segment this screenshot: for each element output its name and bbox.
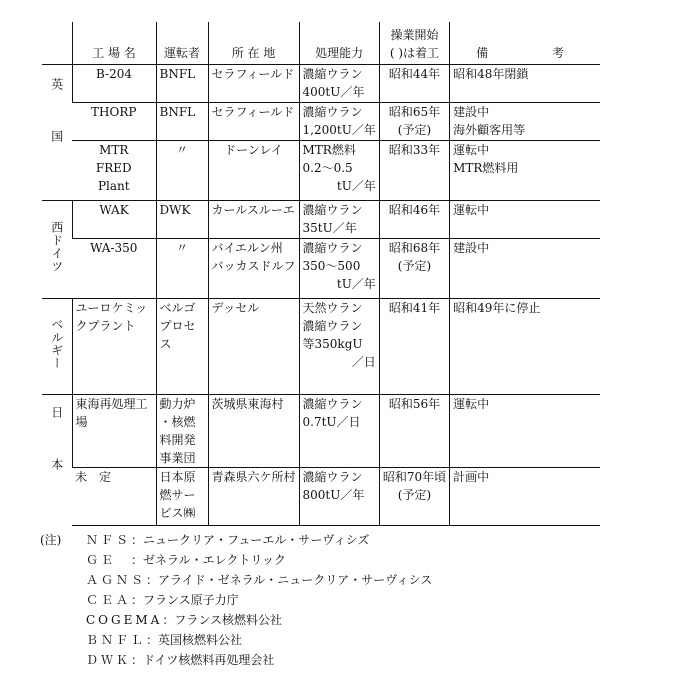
start-line: 昭和44年 xyxy=(388,67,441,81)
plant-cell xyxy=(72,141,156,201)
operator-line: ス xyxy=(159,337,172,351)
capacity-cell xyxy=(299,395,379,468)
capacity-line: MTR燃料 xyxy=(302,143,356,157)
location-line: バッカスドルフ xyxy=(211,259,296,273)
operator-line: BNFL xyxy=(159,67,196,81)
remarks-line: 昭和49年に停止 xyxy=(453,301,541,315)
capacity-line: ／日 xyxy=(351,355,376,369)
plant-cell xyxy=(72,65,156,103)
capacity-cell xyxy=(299,103,379,141)
remarks-cell xyxy=(450,201,600,239)
operator-cell xyxy=(156,103,208,141)
header-remarks-b: 考 xyxy=(551,46,564,60)
location-line: 茨城県東海村 xyxy=(211,397,284,411)
header-capacity: 処理能力 xyxy=(299,22,379,65)
table-row xyxy=(42,103,600,141)
plant-line: B-204 xyxy=(96,67,132,81)
start-line: 昭和46年 xyxy=(388,203,441,217)
plant-line: FRED xyxy=(95,161,132,175)
capacity-cell xyxy=(299,239,379,299)
note-abbr: ＤＷＫ xyxy=(86,653,132,667)
plant-line: クプラント xyxy=(75,319,136,333)
header-country xyxy=(42,22,72,65)
capacity-line: 0.7tU／日 xyxy=(302,415,361,429)
capacity-line: 等350kgU xyxy=(302,337,363,351)
capacity-line: 濃縮ウラン xyxy=(302,203,363,217)
start-line: 昭和65年 xyxy=(388,105,441,119)
header-location: 所 在 地 xyxy=(208,22,299,65)
location-cell xyxy=(208,395,299,468)
note-text: ：ドイツ核燃料再処理会社 xyxy=(131,653,275,667)
remarks-line: 建設中 xyxy=(453,105,490,119)
operator-line: 料開発 xyxy=(159,433,196,447)
capacity-line: 濃縮ウラン xyxy=(302,241,363,255)
remarks-line: 建設中 xyxy=(453,241,490,255)
header-start-line1: 操業開始 xyxy=(390,28,439,42)
location-line: 青森県六ケ所村 xyxy=(211,470,296,484)
remarks-line: 運転中 xyxy=(453,397,490,411)
header-plant: 工 場 名 xyxy=(72,22,156,65)
note-text: ：ニュークリア・フューエル・サーヴィシズ xyxy=(131,533,370,547)
capacity-line: 濃縮ウラン xyxy=(302,397,363,411)
capacity-line: 800tU／年 xyxy=(302,488,365,502)
start-line: 昭和41年 xyxy=(388,301,441,315)
location-cell xyxy=(208,141,299,201)
note-text: ：アライド・ゼネラル・ニュークリア・サーヴィシス xyxy=(146,573,433,587)
start-cell xyxy=(379,395,449,468)
table-row xyxy=(42,239,600,299)
capacity-line: 1,200tU／年 xyxy=(302,123,376,137)
note-row xyxy=(40,630,432,650)
operator-cell xyxy=(156,468,208,526)
capacity-cell xyxy=(299,65,379,103)
operator-line: ベルゴ xyxy=(159,301,196,315)
remarks-cell xyxy=(450,65,600,103)
header-start xyxy=(379,22,449,65)
notes-section xyxy=(40,530,432,670)
country-label: 日本 xyxy=(49,405,64,510)
remarks-cell xyxy=(450,395,600,468)
header-start-line2: ( )は着工 xyxy=(389,46,440,60)
capacity-line: 濃縮ウラン xyxy=(302,319,363,333)
remarks-cell xyxy=(450,239,600,299)
capacity-line: 35tU／年 xyxy=(302,221,357,235)
operator-line: 〃 xyxy=(175,241,188,255)
note-text: ：英国核燃料公社 xyxy=(146,633,243,647)
location-cell xyxy=(208,65,299,103)
capacity-line: 濃縮ウラン xyxy=(302,67,363,81)
location-cell xyxy=(208,468,299,526)
operator-line: 日本原 xyxy=(159,470,196,484)
plant-cell xyxy=(72,201,156,239)
country-cell xyxy=(42,395,72,526)
plant-line: 場 xyxy=(75,415,88,429)
header-row xyxy=(42,22,600,65)
capacity-line: 濃縮ウラン xyxy=(302,470,363,484)
location-cell xyxy=(208,299,299,395)
operator-line: DWK xyxy=(159,203,191,217)
plant-line: ユーロケミッ xyxy=(75,301,148,315)
start-line: (予定) xyxy=(397,488,432,502)
operator-line: 動力炉 xyxy=(159,397,196,411)
start-line: 昭和70年頃 xyxy=(382,470,447,484)
note-row xyxy=(40,550,432,570)
plant-cell xyxy=(72,395,156,468)
start-line: (予定) xyxy=(397,259,432,273)
location-line: デッセル xyxy=(211,301,260,315)
capacity-line: 濃縮ウラン xyxy=(302,105,363,119)
note-row xyxy=(40,570,432,590)
operator-line: BNFL xyxy=(159,105,196,119)
operator-line: ・核燃 xyxy=(159,415,196,429)
location-cell xyxy=(208,239,299,299)
header-remarks-a: 備 xyxy=(476,46,489,60)
capacity-line: tU／年 xyxy=(336,277,376,291)
start-line: 昭和68年 xyxy=(388,241,441,255)
remarks-cell xyxy=(450,468,600,526)
table-row xyxy=(42,65,600,103)
operator-cell xyxy=(156,299,208,395)
note-text: ：ゼネラル・エレクトリック xyxy=(131,553,286,567)
location-line: セラフィールド xyxy=(211,105,295,119)
capacity-line: 350～500 xyxy=(302,259,361,273)
plant-cell xyxy=(72,468,156,526)
capacity-line: 400tU／年 xyxy=(302,85,365,99)
country-label: 西ドイツ xyxy=(49,221,64,273)
operator-line: 〃 xyxy=(175,143,188,157)
capacity-line: 天然ウラン xyxy=(302,301,363,315)
note-abbr: ＮＦＳ xyxy=(86,533,132,547)
remarks-cell xyxy=(450,141,600,201)
remarks-line: 昭和48年閉鎖 xyxy=(453,67,529,81)
country-cell xyxy=(42,201,72,299)
table-row xyxy=(42,468,600,526)
table-row xyxy=(42,395,600,468)
operator-cell xyxy=(156,141,208,201)
note-row xyxy=(40,530,432,550)
table-row xyxy=(42,299,600,395)
capacity-cell xyxy=(299,141,379,201)
plant-line: WAK xyxy=(99,203,129,217)
reprocessing-plants-table xyxy=(42,22,600,526)
operator-line: 燃サー xyxy=(159,488,196,502)
operator-cell xyxy=(156,65,208,103)
start-line: (予定) xyxy=(397,123,432,137)
note-lead: (注) xyxy=(40,533,62,547)
start-cell xyxy=(379,65,449,103)
start-cell xyxy=(379,468,449,526)
start-cell xyxy=(379,239,449,299)
header-remarks xyxy=(450,22,600,65)
start-line: 昭和56年 xyxy=(388,397,441,411)
start-cell xyxy=(379,201,449,239)
capacity-cell xyxy=(299,201,379,239)
operator-line: 事業団 xyxy=(159,451,196,465)
country-cell xyxy=(42,299,72,395)
capacity-cell xyxy=(299,299,379,395)
capacity-line: 0.2～0.5 xyxy=(302,161,353,175)
plant-line: 東海再処理工 xyxy=(75,397,148,411)
country-label: ベルギー xyxy=(49,318,64,370)
start-cell xyxy=(379,141,449,201)
country-cell xyxy=(42,65,72,201)
note-row xyxy=(40,590,432,610)
remarks-line: 運転中 xyxy=(453,203,490,217)
plant-cell xyxy=(72,239,156,299)
start-line: 昭和33年 xyxy=(388,143,441,157)
operator-line: プロセ xyxy=(159,319,196,333)
location-line: バイエルン州 xyxy=(211,241,283,255)
start-cell xyxy=(379,299,449,395)
capacity-line: tU／年 xyxy=(336,179,376,193)
remarks-line: 海外顧客用等 xyxy=(453,123,526,137)
note-text: ：フランス核燃料公社 xyxy=(162,613,282,627)
note-text: ：フランス原子力庁 xyxy=(131,593,239,607)
note-abbr: ＡＧＮＳ xyxy=(86,573,147,587)
plant-line: Plant xyxy=(97,179,130,193)
location-cell xyxy=(208,103,299,141)
operator-line: ビス㈱ xyxy=(159,506,196,520)
capacity-cell xyxy=(299,468,379,526)
country-label: 英国 xyxy=(49,78,64,182)
operator-cell xyxy=(156,239,208,299)
operator-cell xyxy=(156,395,208,468)
note-row xyxy=(40,650,432,670)
plant-line: MTR xyxy=(99,143,129,157)
location-line: セラフィールド xyxy=(211,67,295,81)
remarks-line: MTR燃料用 xyxy=(453,161,519,175)
plant-cell xyxy=(72,299,156,395)
remarks-cell xyxy=(450,103,600,141)
table-row xyxy=(42,201,600,239)
table-body xyxy=(42,65,600,526)
table-row xyxy=(42,141,600,201)
remarks-line: 計画中 xyxy=(453,470,490,484)
plant-line: WA-350 xyxy=(90,241,138,255)
plant-cell xyxy=(72,103,156,141)
operator-cell xyxy=(156,201,208,239)
remarks-cell xyxy=(450,299,600,395)
location-line: カールスルーエ xyxy=(211,203,295,217)
remarks-line: 運転中 xyxy=(453,143,490,157)
header-operator: 運転者 xyxy=(156,22,208,65)
note-abbr: COGEMA xyxy=(86,613,163,627)
note-row xyxy=(40,610,432,630)
location-line: ドーンレイ xyxy=(224,143,283,157)
plant-line: 未 定 xyxy=(75,470,112,484)
start-cell xyxy=(379,103,449,141)
plant-line: THORP xyxy=(91,105,137,119)
location-cell xyxy=(208,201,299,239)
note-abbr: ＢＮＦＬ xyxy=(86,633,147,647)
note-abbr: ＧＥ xyxy=(86,553,132,567)
note-abbr: ＣＥＡ xyxy=(86,593,132,607)
